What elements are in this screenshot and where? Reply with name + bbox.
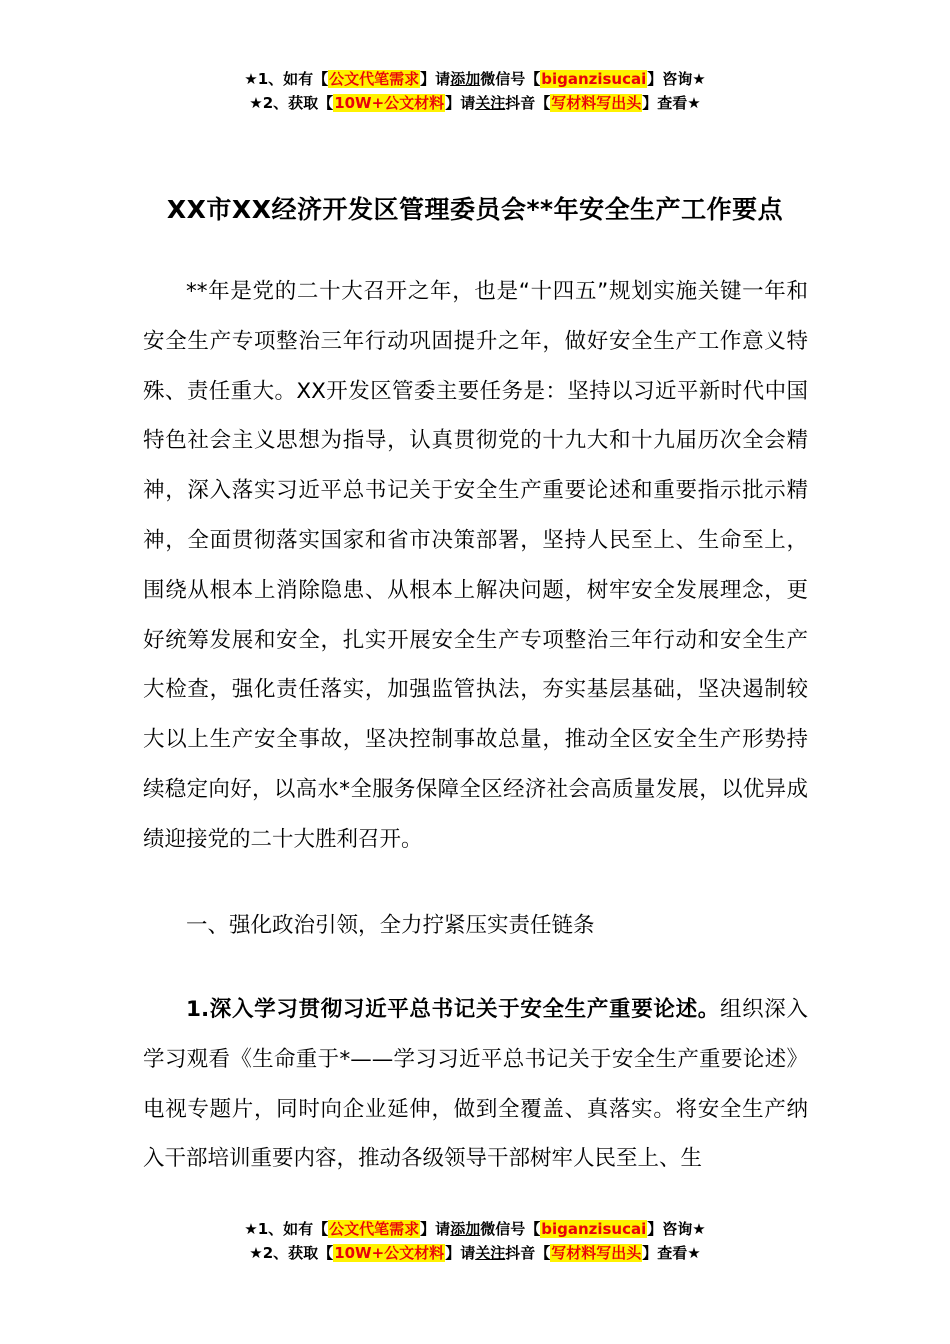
banner-text: ★1、如有【 xyxy=(244,70,329,88)
banner-text: 】查看★ xyxy=(642,94,701,112)
item-paragraph xyxy=(143,985,808,1184)
banner-text: 】咨询★ xyxy=(647,1220,706,1238)
banner-highlight: 公文代笔需求 xyxy=(329,1220,420,1238)
document-title: XX市XX经济开发区管理委员会**年安全生产工作要点 xyxy=(166,195,784,224)
item-lead: 1.深入学习贯彻习近平总书记关于安全生产重要论述。 xyxy=(186,997,720,1022)
banner-text: ★2、获取【 xyxy=(249,94,334,112)
banner-text: 抖音【 xyxy=(505,1244,551,1262)
banner-text: 】请 xyxy=(420,1220,451,1238)
banner-text: ★1、如有【 xyxy=(244,1220,329,1238)
banner-line-1 xyxy=(0,67,950,91)
banner-highlight: 公文代笔需求 xyxy=(329,70,420,88)
banner-highlight: biganzisucai xyxy=(541,1220,647,1238)
banner-text: 】请 xyxy=(420,70,451,88)
footer-banner xyxy=(0,1217,950,1265)
banner-text: 】请 xyxy=(445,1244,476,1262)
banner-highlight: 写材料写出头 xyxy=(551,94,642,112)
item-body: 组织深入学习观看《生命重于*——学习习近平总书记关于安全生产重要论述》电视专题片，同时向企业延伸，做到全覆盖、真落实。将安全生产纳入干部培训重要内容，推动各级领导干部树牢人民至上、生 xyxy=(143,997,808,1172)
intro-paragraph: **年是党的二十大召开之年，也是“十四五”规划实施关键一年和安全生产专项整治三年行动巩固提升之年，做好安全生产工作意义特殊、责任重大。XX开发区管委主要任务是：坚持以习近平新时代中国特色社会主义思想为指导，认真贯彻党的十九大和十九届历次全会精神，深入落实习近平总书记关于安全生产重要论述和重要指示批示精神，全面贯彻落实国家和省市决策部署，坚持人民至上、生命至上，围绕从根本上消除隐患、从根本上解决问题，树牢安全发展理念，更好统筹发展和安全，扎实开展安全生产专项整治三年行动和安全生产大检查，强化责任落实，加强监管执法，夯实基层基础，坚决遏制较大以上生产安全事故，坚决控制事故总量，推动全区安全生产形势持续稳定向好，以高水*全服务保障全区经济社会高质量发展，以优异成绩迎接党的二十大胜利召开。 xyxy=(143,279,808,852)
banner-line-1 xyxy=(0,1217,950,1241)
banner-text: 】咨询★ xyxy=(647,70,706,88)
banner-text: ★2、获取【 xyxy=(249,1244,334,1262)
header-banner xyxy=(0,67,950,115)
banner-text: 微信号【 xyxy=(480,70,541,88)
section-heading: 一、强化政治引领，全力拧紧压实责任链条 xyxy=(186,913,595,938)
banner-highlight: 写材料写出头 xyxy=(551,1244,642,1262)
banner-underlined: 添加 xyxy=(450,70,481,88)
banner-line-2 xyxy=(0,91,950,115)
banner-text: 抖音【 xyxy=(505,94,551,112)
banner-line-2 xyxy=(0,1241,950,1265)
banner-text: 】请 xyxy=(445,94,476,112)
banner-underlined: 关注 xyxy=(475,94,506,112)
banner-underlined: 关注 xyxy=(475,1244,506,1262)
banner-text: 微信号【 xyxy=(480,1220,541,1238)
banner-highlight: biganzisucai xyxy=(541,70,647,88)
banner-underlined: 添加 xyxy=(450,1220,481,1238)
banner-highlight: 10W+公文材料 xyxy=(334,1244,445,1262)
banner-highlight: 10W+公文材料 xyxy=(334,94,445,112)
banner-text: 】查看★ xyxy=(642,1244,701,1262)
